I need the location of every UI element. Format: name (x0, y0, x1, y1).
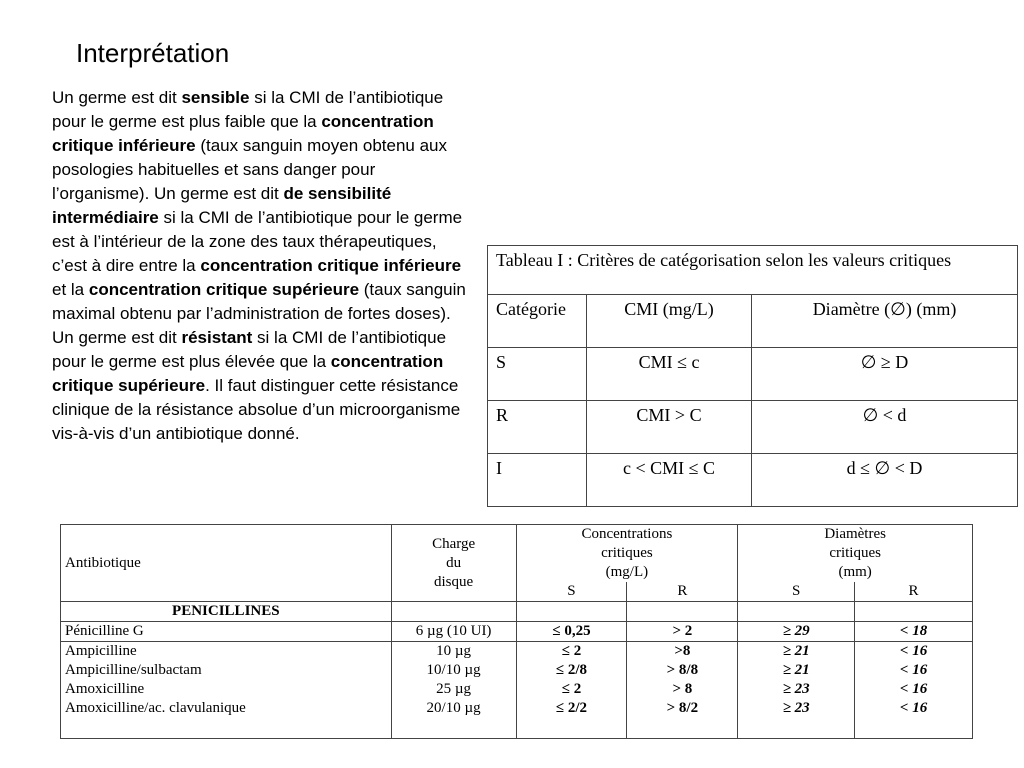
criteria-row (488, 401, 1018, 454)
criteria-table-caption: Tableau I : Critères de catégorisation selon les valeurs critiques (488, 246, 1018, 295)
disc-charge: 6 µg (10 UI) (391, 622, 516, 642)
diam-s: ≥ 29 (738, 622, 855, 642)
criteria-table (487, 245, 1018, 507)
conc-s: ≤ 0,25 (516, 622, 627, 642)
header-conc-s: S (516, 582, 627, 602)
table-row (61, 622, 973, 642)
criteria-cell: ∅ < d (752, 401, 1018, 454)
diam-s-values: ≥ 21 ≥ 21 ≥ 23 ≥ 23 (738, 642, 855, 739)
bold-term: résistant (181, 328, 253, 347)
criteria-cell: CMI > C (587, 401, 752, 454)
text-run: Un germe est dit (52, 88, 182, 107)
conc-s-values: ≤ 2 ≤ 2/8 ≤ 2 ≤ 2/2 (516, 642, 627, 739)
criteria-cell: I (488, 454, 587, 507)
text-run: si la CMI de l’antibiotique pour le germe est à l’intérieur de la zone des taux thérapeutiques, c’est à dire entre la (52, 208, 463, 275)
conc-r: > 2 (627, 622, 738, 642)
empty-cell (391, 602, 516, 622)
text-run: . Il faut distinguer cette résistance clinique de la résistance absolue d’un microorganisme vis-à-vis d’un antibiotique donné. (52, 376, 461, 443)
text-run: si la CMI de l’antibiotique pour le germe est plus élevée que la (52, 328, 447, 371)
empty-cell (516, 602, 627, 622)
criteria-cell: ∅ ≥ D (752, 348, 1018, 401)
criteria-row (488, 348, 1018, 401)
header-antibiotique: Antibiotique (61, 525, 392, 602)
section-penicillines: PENICILLINES (61, 602, 392, 622)
criteria-cell: R (488, 401, 587, 454)
criteria-cell: d ≤ ∅ < D (752, 454, 1018, 507)
antibiotic-name: Pénicilline G (61, 622, 392, 642)
bold-term: de sensibilité intermédiaire (52, 184, 392, 227)
conc-r-values: >8 > 8/8 > 8 > 8/2 (627, 642, 738, 739)
text-run: si la CMI de l’antibiotique pour le germe est plus faible que la (52, 88, 444, 131)
text-run: et la (52, 280, 89, 299)
definition-paragraph (52, 86, 470, 446)
criteria-header-category: Catégorie (488, 295, 587, 348)
text-run: (taux sanguin maximal obtenu par l’administration de fortes doses). Un germe est dit (52, 280, 466, 347)
antibiotic-table (60, 524, 973, 739)
diam-r: < 18 (855, 622, 973, 642)
table-row-group (61, 642, 973, 739)
criteria-cell: c < CMI ≤ C (587, 454, 752, 507)
bold-term: sensible (181, 88, 250, 107)
header-diametres: Diamètres critiques (mm) (738, 525, 973, 583)
bold-term: concentration critique inférieure (200, 256, 462, 275)
header-conc-r: R (627, 582, 738, 602)
bold-term: concentration critique inférieure (52, 112, 434, 155)
criteria-row (488, 454, 1018, 507)
diam-r-values: < 16 < 16 < 16 < 16 (855, 642, 973, 739)
bold-term: concentration critique supérieure (88, 280, 360, 299)
antibiotic-names: Ampicilline Ampicilline/sulbactam Amoxicilline Amoxicilline/ac. clavulanique (61, 642, 392, 739)
header-diam-r: R (855, 582, 973, 602)
criteria-cell: S (488, 348, 587, 401)
header-charge: Charge du disque (391, 525, 516, 602)
criteria-cell: CMI ≤ c (587, 348, 752, 401)
bold-term: concentration critique supérieure (52, 352, 444, 395)
empty-cell (855, 602, 973, 622)
header-diam-s: S (738, 582, 855, 602)
text-run: (taux sanguin moyen obtenu aux posologies habituelles et sans danger pour l’organisme). Un germe est dit (52, 136, 447, 203)
empty-cell (738, 602, 855, 622)
empty-cell (627, 602, 738, 622)
disc-charges: 10 µg 10/10 µg 25 µg 20/10 µg (391, 642, 516, 739)
criteria-header-diameter: Diamètre (∅) (mm) (752, 295, 1018, 348)
slide-title: Interprétation (76, 38, 230, 68)
criteria-header-cmi: CMI (mg/L) (587, 295, 752, 348)
header-concentrations: Concentrations critiques (mg/L) (516, 525, 738, 583)
